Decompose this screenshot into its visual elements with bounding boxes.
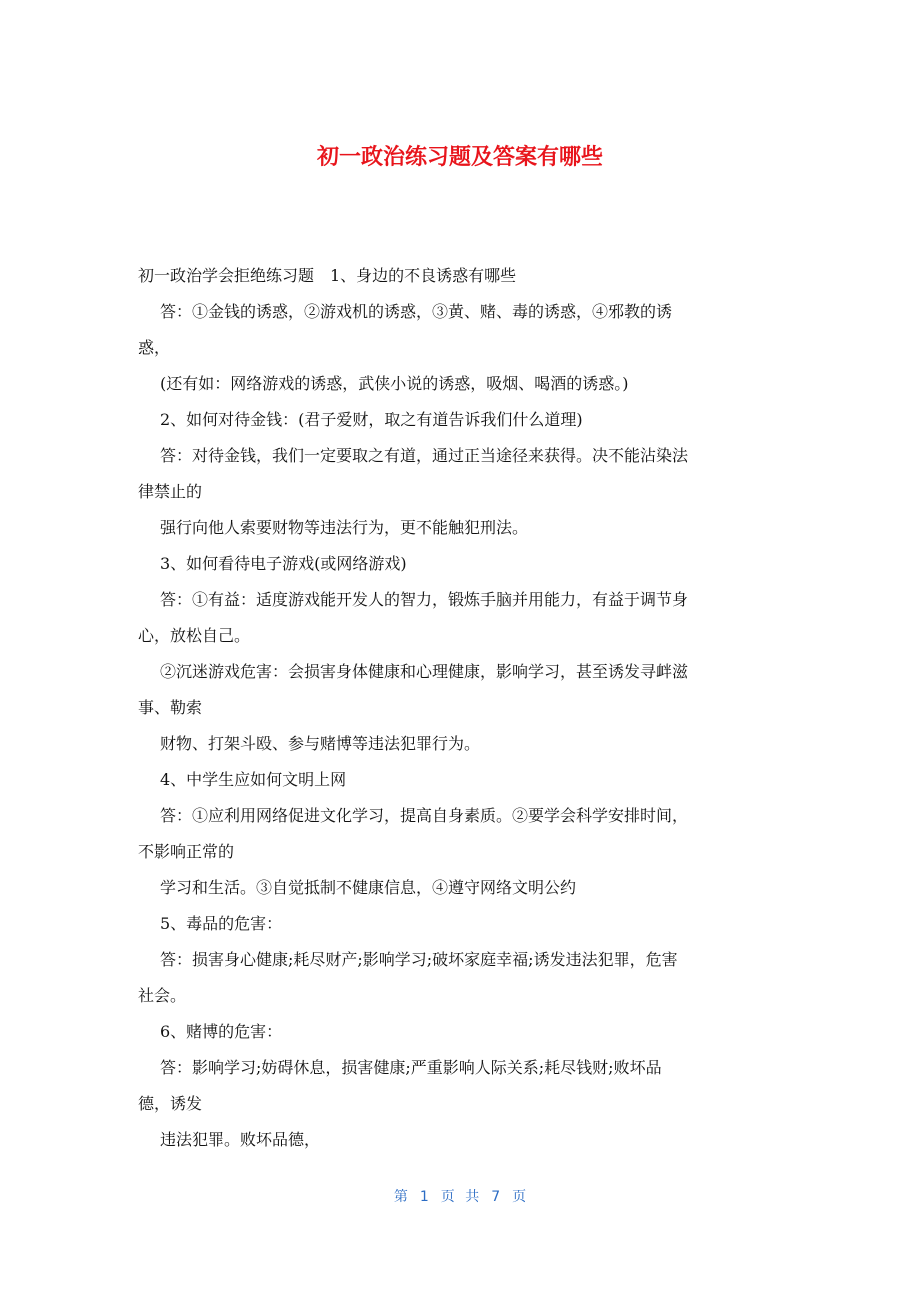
text-line: 社会。 [138, 986, 187, 1005]
text-line: 答：对待金钱，我们一定要取之有道，通过正当途径来获得。决不能沾染法 [160, 446, 689, 465]
text-line: 财物、打架斗殴、参与赌博等违法犯罪行为。 [160, 734, 481, 753]
text-line: 答：①有益：适度游戏能开发人的智力，锻炼手脑并用能力，有益于调节身 [160, 590, 689, 609]
text-line: 德，诱发 [138, 1094, 203, 1113]
document-body [138, 258, 788, 1158]
document-title: 初一政治练习题及答案有哪些 [316, 145, 603, 170]
text-line: 违法犯罪。败坏品德， [160, 1130, 321, 1149]
text-line: 答：损害身心健康;耗尽财产;影响学习;破坏家庭幸福;诱发违法犯罪，危害 [160, 950, 678, 969]
footer-middle: 页 共 [440, 1189, 480, 1205]
text-line: (还有如：网络游戏的诱惑，武侠小说的诱惑，吸烟、喝酒的诱惑。) [160, 374, 629, 393]
text-line: ②沉迷游戏危害：会损害身体健康和心理健康，影响学习，甚至诱发寻衅滋 [160, 662, 689, 681]
text-line: 6、赌博的危害： [160, 1022, 283, 1041]
text-line: 心，放松自己。 [138, 626, 251, 645]
text-line: 惑， [138, 338, 171, 357]
text-line: 5、毒品的危害： [160, 914, 283, 933]
page-footer [0, 1186, 920, 1206]
text-line: 答：①金钱的诱惑，②游戏机的诱惑，③黄、赌、毒的诱惑，④邪教的诱 [160, 302, 673, 321]
text-line: 事、勒索 [138, 698, 203, 717]
text-line: 不影响正常的 [138, 842, 235, 861]
text-line: 3、如何看待电子游戏(或网络游戏) [160, 554, 407, 573]
text-line: 2、如何对待金钱：(君子爱财，取之有道告诉我们什么道理) [160, 410, 583, 429]
page-total: 7 [491, 1189, 501, 1205]
text-line: 强行向他人索要财物等违法行为，更不能触犯刑法。 [160, 518, 529, 537]
text-line: 初一政治学会拒绝练习题 1、身边的不良诱惑有哪些 [138, 266, 517, 285]
text-line: 4、中学生应如何文明上网 [160, 770, 347, 789]
text-line: 律禁止的 [138, 482, 203, 501]
text-line: 答：影响学习;妨碍休息，损害健康;严重影响人际关系;耗尽钱财;败坏品 [160, 1058, 662, 1077]
footer-suffix: 页 [512, 1189, 527, 1205]
footer-prefix: 第 [393, 1189, 408, 1205]
text-line: 答：①应利用网络促进文化学习，提高自身素质。②要学会科学安排时间， [160, 806, 689, 825]
text-line: 学习和生活。③自觉抵制不健康信息，④遵守网络文明公约 [160, 878, 577, 897]
page-number: 1 [419, 1189, 429, 1205]
